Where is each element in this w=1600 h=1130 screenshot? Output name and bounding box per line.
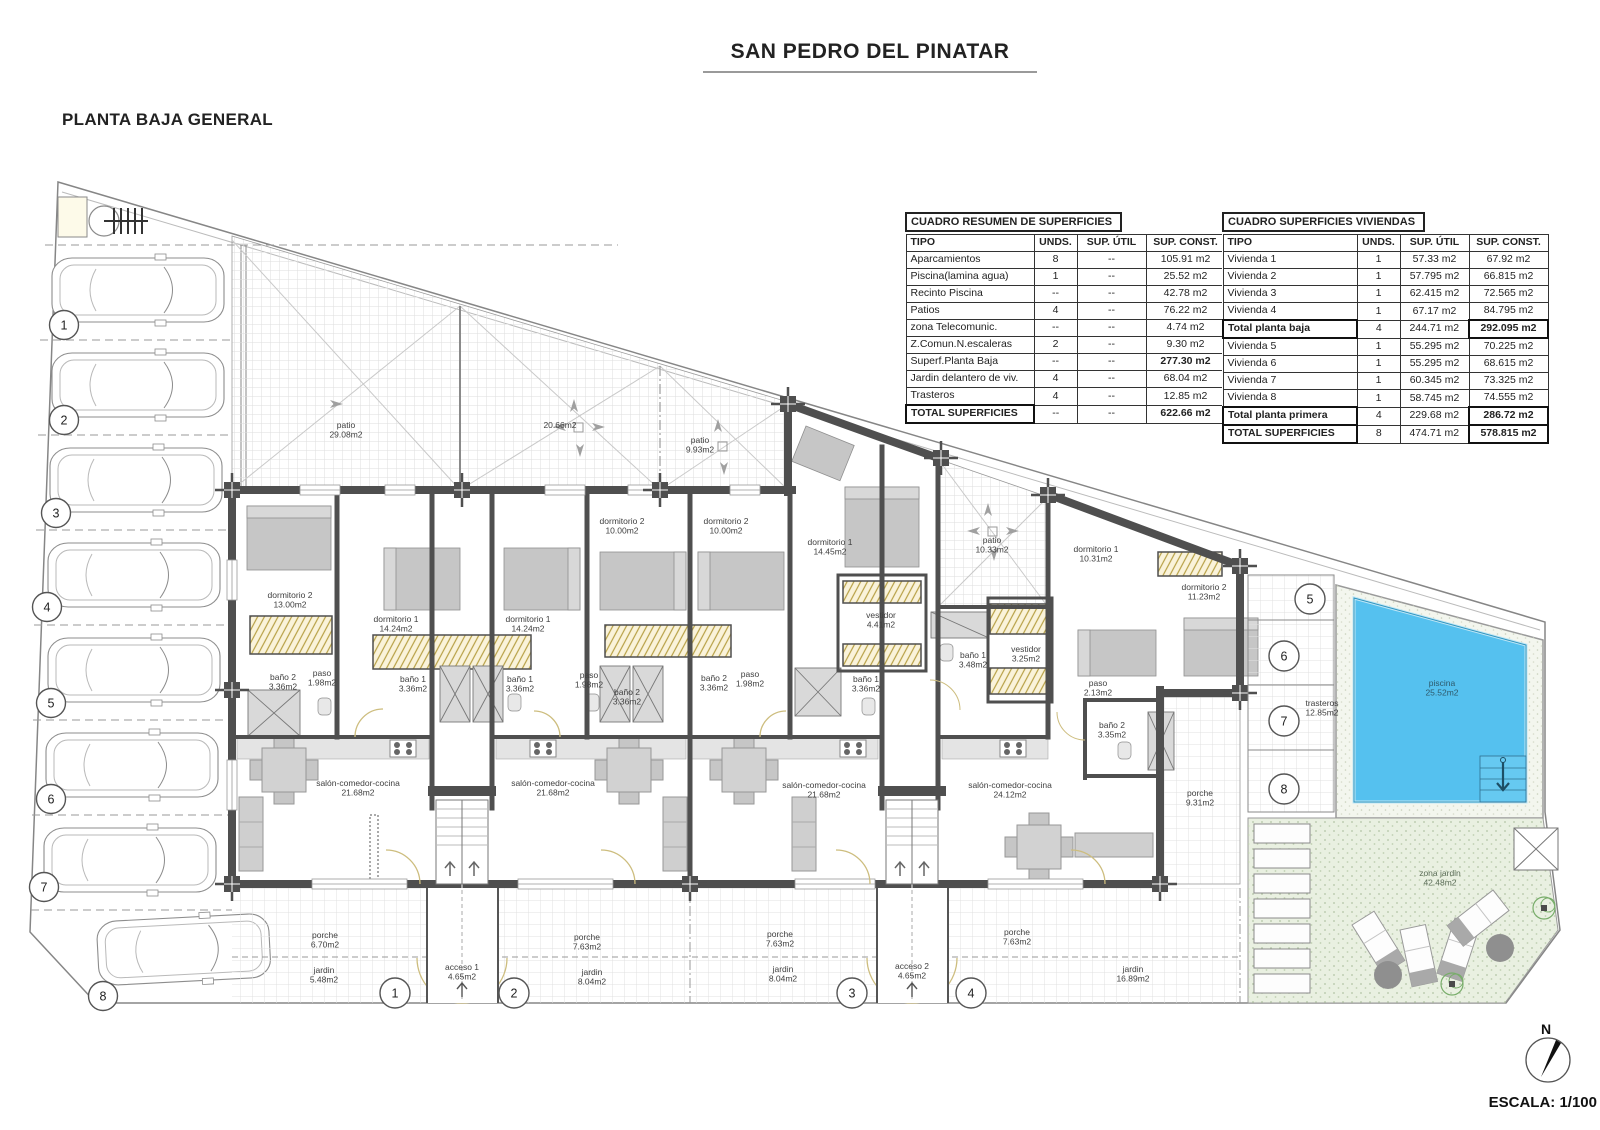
table-row bbox=[1223, 269, 1548, 286]
room-label: porche 7.63m2 bbox=[765, 929, 795, 949]
cell: 229.68 m2 bbox=[1400, 407, 1469, 425]
room-label: dormitorio 1 10.31m2 bbox=[1073, 544, 1119, 564]
cell: 68.615 m2 bbox=[1469, 356, 1548, 373]
room-label: dormitorio 2 13.00m2 bbox=[267, 590, 313, 610]
room-label: dormitorio 1 14.45m2 bbox=[807, 537, 853, 557]
garden-table bbox=[1374, 961, 1402, 989]
cell: 68.04 m2 bbox=[1146, 371, 1225, 388]
cell: Vivienda 7 bbox=[1223, 373, 1357, 390]
cell: Jardin delantero de viv. bbox=[906, 371, 1034, 388]
cell: -- bbox=[1034, 286, 1077, 303]
cell: 1 bbox=[1034, 269, 1077, 286]
entrance-number: 4 bbox=[967, 986, 975, 1001]
table-superficies-viviendas bbox=[1222, 212, 1549, 444]
cell: 57.795 m2 bbox=[1400, 269, 1469, 286]
cell: -- bbox=[1034, 320, 1077, 337]
plan-subtitle: PLANTA BAJA GENERAL bbox=[62, 110, 273, 129]
cell: TOTAL SUPERFICIES bbox=[906, 405, 1034, 423]
cell: Vivienda 8 bbox=[1223, 390, 1357, 408]
cell: Recinto Piscina bbox=[906, 286, 1034, 303]
table-row bbox=[906, 337, 1225, 354]
cell: 1 bbox=[1357, 269, 1400, 286]
table-row bbox=[906, 320, 1225, 337]
room-label: acceso 2 4.65m2 bbox=[894, 961, 930, 981]
room-label: dormitorio 2 11.23m2 bbox=[1181, 582, 1227, 602]
room-label: paso 1.98m2 bbox=[574, 670, 604, 690]
table-title: CUADRO RESUMEN DE SUPERFICIES bbox=[905, 212, 1122, 232]
col-header: SUP. CONST. bbox=[1469, 235, 1548, 252]
table-row bbox=[1223, 303, 1548, 321]
room-label: porche 9.31m2 bbox=[1185, 788, 1215, 808]
cell: 4 bbox=[1034, 388, 1077, 406]
cell: 1 bbox=[1357, 338, 1400, 356]
cell: 60.345 m2 bbox=[1400, 373, 1469, 390]
room-label: porche 6.70m2 bbox=[310, 930, 340, 950]
room-label: baño 1 3.36m2 bbox=[505, 674, 535, 694]
cell: 578.815 m2 bbox=[1469, 425, 1548, 443]
col-header: SUP. CONST. bbox=[1146, 235, 1225, 252]
room-label: baño 2 3.36m2 bbox=[268, 672, 298, 692]
table-row bbox=[1223, 390, 1548, 408]
cell: 42.78 m2 bbox=[1146, 286, 1225, 303]
plot-number: 6 bbox=[1280, 649, 1288, 664]
cell: 58.745 m2 bbox=[1400, 390, 1469, 408]
col-header: UNDS. bbox=[1034, 235, 1077, 252]
room-label: piscina 25.52m2 bbox=[1425, 678, 1459, 698]
cell: -- bbox=[1034, 405, 1077, 423]
cell: 84.795 m2 bbox=[1469, 303, 1548, 321]
room-label: paso 2.13m2 bbox=[1083, 678, 1113, 698]
cell: Total planta baja bbox=[1223, 320, 1357, 338]
room-label: 20.66m2 bbox=[543, 420, 577, 430]
parking-number: 8 bbox=[99, 989, 107, 1004]
cell: 55.295 m2 bbox=[1400, 356, 1469, 373]
cell: 292.095 m2 bbox=[1469, 320, 1548, 338]
car-icon bbox=[44, 824, 216, 896]
cell: Vivienda 4 bbox=[1223, 303, 1357, 321]
table-subtotal-row bbox=[1223, 320, 1548, 338]
room-label: salón-comedor-cocina 21.68m2 bbox=[511, 778, 595, 798]
plot-number: 5 bbox=[1306, 592, 1314, 607]
cell: Vivienda 6 bbox=[1223, 356, 1357, 373]
col-header: UNDS. bbox=[1357, 235, 1400, 252]
parking-number: 4 bbox=[43, 600, 51, 615]
cell: Vivienda 3 bbox=[1223, 286, 1357, 303]
car-icon bbox=[48, 539, 220, 611]
cell: 474.71 m2 bbox=[1400, 425, 1469, 443]
cell: Superf.Planta Baja bbox=[906, 354, 1034, 371]
table-row bbox=[1223, 252, 1548, 269]
cell: Total planta primera bbox=[1223, 407, 1357, 425]
room-label: trasteros 12.85m2 bbox=[1305, 698, 1339, 718]
table-title: CUADRO SUPERFICIES VIVIENDAS bbox=[1222, 212, 1425, 232]
room-label: patio 29.08m2 bbox=[329, 420, 363, 440]
cell: -- bbox=[1077, 388, 1146, 406]
room-label: dormitorio 1 14.24m2 bbox=[505, 614, 551, 634]
cell: 8 bbox=[1357, 425, 1400, 443]
compass-north-label: N bbox=[1540, 1021, 1552, 1037]
cell: -- bbox=[1077, 337, 1146, 354]
table-row bbox=[906, 252, 1225, 269]
cell: 8 bbox=[1034, 252, 1077, 269]
cell: 4 bbox=[1034, 371, 1077, 388]
cell: Vivienda 2 bbox=[1223, 269, 1357, 286]
cell: Vivienda 5 bbox=[1223, 338, 1357, 356]
cell: -- bbox=[1077, 405, 1146, 423]
cell: 67.92 m2 bbox=[1469, 252, 1548, 269]
compass bbox=[1526, 1021, 1570, 1082]
entrance-number: 2 bbox=[510, 986, 518, 1001]
cell: 9.30 m2 bbox=[1146, 337, 1225, 354]
cell: 1 bbox=[1357, 356, 1400, 373]
cell: 67.17 m2 bbox=[1400, 303, 1469, 321]
room-label: salón-comedor-cocina 24.12m2 bbox=[968, 780, 1052, 800]
cell: 286.72 m2 bbox=[1469, 407, 1548, 425]
cell: 57.33 m2 bbox=[1400, 252, 1469, 269]
cell: 1 bbox=[1357, 252, 1400, 269]
table-subtotal-row bbox=[1223, 407, 1548, 425]
table-row bbox=[906, 286, 1225, 303]
car-icon bbox=[48, 634, 220, 706]
garden-table bbox=[1486, 934, 1514, 962]
cell: -- bbox=[1077, 320, 1146, 337]
plot-number: 8 bbox=[1280, 782, 1288, 797]
table-row bbox=[906, 388, 1225, 406]
parking-number: 2 bbox=[60, 413, 68, 428]
table-row bbox=[906, 354, 1225, 371]
parking-number: 7 bbox=[40, 880, 48, 895]
cell: 55.295 m2 bbox=[1400, 338, 1469, 356]
cell: -- bbox=[1077, 303, 1146, 320]
room-label: dormitorio 2 10.00m2 bbox=[599, 516, 645, 536]
table-row bbox=[1223, 286, 1548, 303]
room-label: dormitorio 2 10.00m2 bbox=[703, 516, 749, 536]
cell: 66.815 m2 bbox=[1469, 269, 1548, 286]
cell: 4 bbox=[1357, 407, 1400, 425]
cell: -- bbox=[1077, 252, 1146, 269]
room-label: vestidor 3.25m2 bbox=[1011, 644, 1041, 664]
parking-number: 3 bbox=[52, 506, 60, 521]
table-total-row bbox=[1223, 425, 1548, 443]
cell: 622.66 m2 bbox=[1146, 405, 1225, 423]
cell: Z.Comun.N.escaleras bbox=[906, 337, 1034, 354]
entrance-number: 3 bbox=[848, 986, 856, 1001]
room-label: jardin 16.89m2 bbox=[1116, 964, 1150, 984]
room-label: patio 10.33m2 bbox=[975, 535, 1009, 555]
cell: -- bbox=[1077, 354, 1146, 371]
table-row bbox=[1223, 373, 1548, 390]
room-label: jardin 8.04m2 bbox=[577, 967, 607, 987]
cell: 25.52 m2 bbox=[1146, 269, 1225, 286]
table-row bbox=[1223, 356, 1548, 373]
table-header-row bbox=[906, 235, 1225, 252]
room-label: dormitorio 1 14.24m2 bbox=[373, 614, 419, 634]
cell: 76.22 m2 bbox=[1146, 303, 1225, 320]
table-row bbox=[1223, 338, 1548, 356]
room-label: jardin 8.04m2 bbox=[768, 964, 798, 984]
cell: 4 bbox=[1034, 303, 1077, 320]
room-label: porche 7.63m2 bbox=[572, 932, 602, 952]
room-label: zona jardin 42.48m2 bbox=[1419, 868, 1461, 888]
room-label: salón-comedor-cocina 21.68m2 bbox=[316, 778, 400, 798]
table-total-row bbox=[906, 405, 1225, 423]
scale-label: ESCALA: 1/100 bbox=[1488, 1094, 1597, 1111]
col-header: SUP. ÚTIL bbox=[1077, 235, 1146, 252]
room-label: jardin 5.48m2 bbox=[309, 965, 339, 985]
cell: 2 bbox=[1034, 337, 1077, 354]
cell: 244.71 m2 bbox=[1400, 320, 1469, 338]
table-row bbox=[906, 269, 1225, 286]
room-label: baño 1 3.36m2 bbox=[398, 674, 428, 694]
entrance-number: 1 bbox=[391, 986, 399, 1001]
cell: 1 bbox=[1357, 390, 1400, 408]
room-label: baño 1 3.48m2 bbox=[958, 650, 988, 670]
cell: -- bbox=[1077, 371, 1146, 388]
cell: Trasteros bbox=[906, 388, 1034, 406]
cell: 12.85 m2 bbox=[1146, 388, 1225, 406]
cell: Patios bbox=[906, 303, 1034, 320]
table-resumen-superficies bbox=[905, 212, 1226, 424]
cell: 1 bbox=[1357, 286, 1400, 303]
room-label: paso 1.98m2 bbox=[735, 669, 765, 689]
trasteros-strip bbox=[1248, 575, 1334, 812]
col-header: SUP. ÚTIL bbox=[1400, 235, 1469, 252]
room-label: paso 1.98m2 bbox=[307, 668, 337, 688]
car-icon bbox=[52, 349, 224, 421]
table-row bbox=[906, 371, 1225, 388]
room-label: patio 9.93m2 bbox=[685, 435, 715, 455]
table-row bbox=[906, 303, 1225, 320]
cell: 73.325 m2 bbox=[1469, 373, 1548, 390]
room-label: acceso 1 4.65m2 bbox=[444, 962, 480, 982]
cell: -- bbox=[1077, 269, 1146, 286]
cell: 70.225 m2 bbox=[1469, 338, 1548, 356]
room-label: baño 2 3.35m2 bbox=[1097, 720, 1127, 740]
pool-steps bbox=[1480, 756, 1526, 802]
planter-box bbox=[1514, 828, 1558, 870]
car-icon bbox=[52, 254, 224, 326]
room-label: vestidor 4.41m2 bbox=[866, 610, 896, 630]
cell: 4.74 m2 bbox=[1146, 320, 1225, 337]
table-header-row bbox=[1223, 235, 1548, 252]
cell: 4 bbox=[1357, 320, 1400, 338]
cell: 62.415 m2 bbox=[1400, 286, 1469, 303]
room-label: baño 2 3.36m2 bbox=[612, 687, 642, 707]
col-header: TIPO bbox=[906, 235, 1034, 252]
garden-zone bbox=[1248, 818, 1558, 1003]
cell: -- bbox=[1077, 286, 1146, 303]
cell: Vivienda 1 bbox=[1223, 252, 1357, 269]
cell: -- bbox=[1034, 354, 1077, 371]
room-label: porche 7.63m2 bbox=[1002, 927, 1032, 947]
cell: TOTAL SUPERFICIES bbox=[1223, 425, 1357, 443]
cell: zona Telecomunic. bbox=[906, 320, 1034, 337]
cell: 1 bbox=[1357, 303, 1400, 321]
car-icon bbox=[50, 444, 222, 516]
cell: 105.91 m2 bbox=[1146, 252, 1225, 269]
parking-number: 5 bbox=[47, 696, 55, 711]
cell: 74.555 m2 bbox=[1469, 390, 1548, 408]
cell: Piscina(lamina agua) bbox=[906, 269, 1034, 286]
room-label: salón-comedor-cocina 21.68m2 bbox=[782, 780, 866, 800]
cell: 1 bbox=[1357, 373, 1400, 390]
room-label: baño 1 3.36m2 bbox=[851, 674, 881, 694]
room-label: baño 2 3.36m2 bbox=[699, 673, 729, 693]
parking-number: 1 bbox=[60, 318, 68, 333]
cell: 72.565 m2 bbox=[1469, 286, 1548, 303]
cell: 277.30 m2 bbox=[1146, 354, 1225, 371]
parking-number: 6 bbox=[47, 792, 55, 807]
plot-number: 7 bbox=[1280, 714, 1288, 729]
car-icon bbox=[46, 729, 218, 801]
col-header: TIPO bbox=[1223, 235, 1357, 252]
cell: Aparcamientos bbox=[906, 252, 1034, 269]
page-title: SAN PEDRO DEL PINATAR bbox=[620, 40, 1120, 73]
